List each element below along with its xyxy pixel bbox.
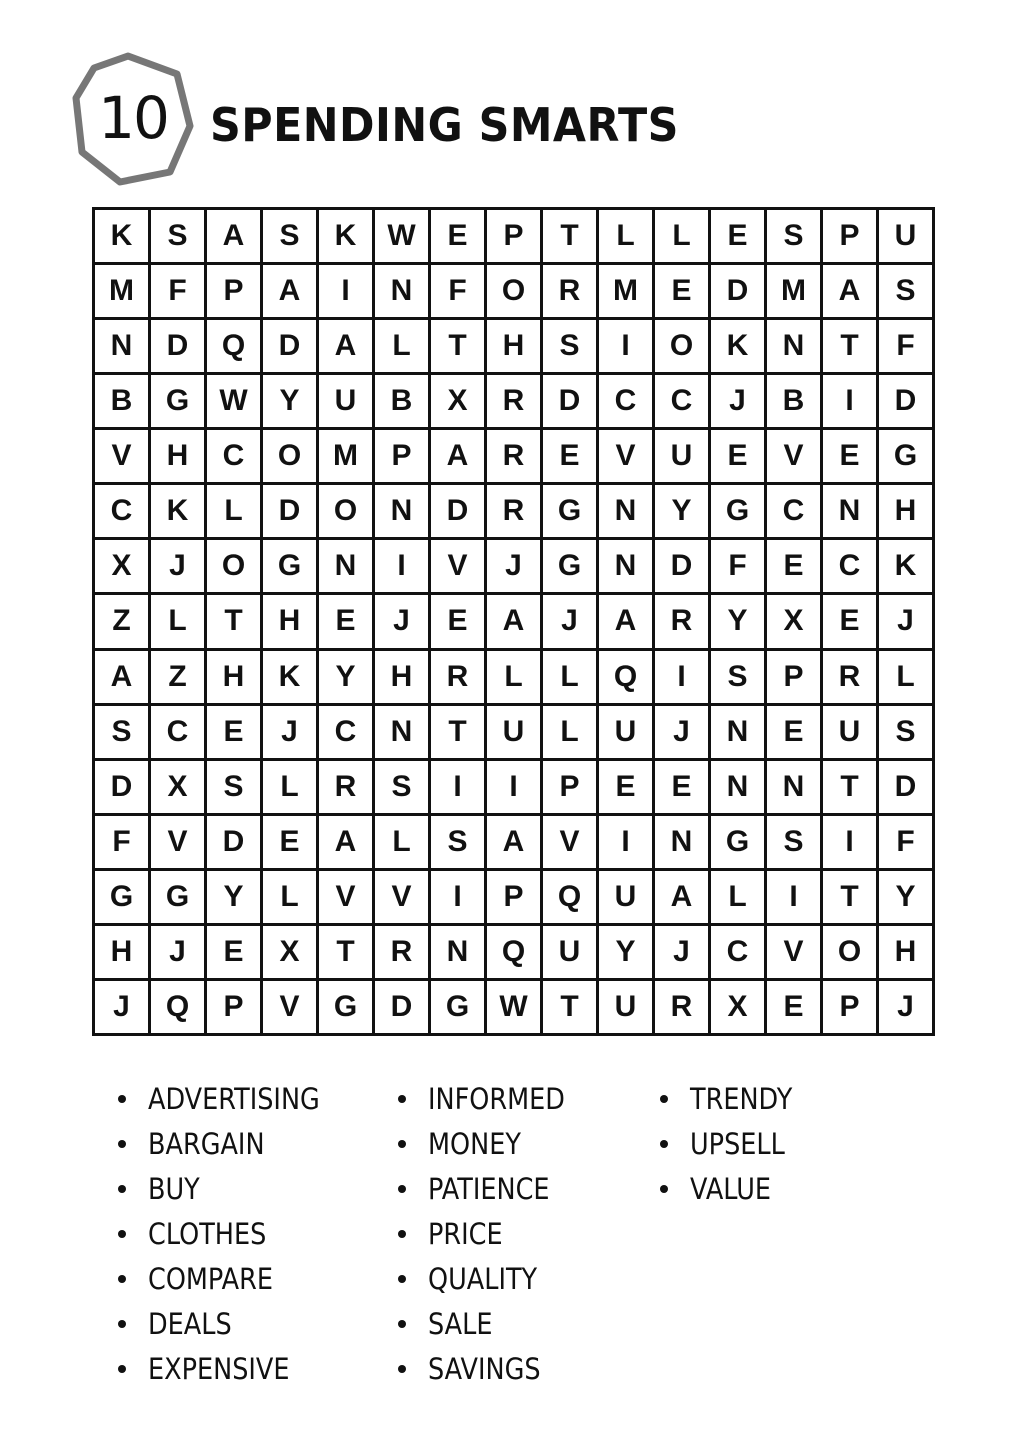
grid-cell[interactable]: M	[95, 265, 148, 317]
grid-cell[interactable]: E	[711, 430, 764, 482]
grid-cell[interactable]: U	[879, 210, 932, 262]
bullet-icon	[118, 1095, 126, 1103]
grid-cell[interactable]: F	[879, 816, 932, 868]
grid-cell[interactable]: L	[543, 651, 596, 703]
grid-cell[interactable]: C	[767, 485, 820, 537]
grid-cell[interactable]: A	[655, 871, 708, 923]
grid-cell[interactable]: O	[263, 430, 316, 482]
grid-cell[interactable]: Y	[879, 871, 932, 923]
grid-cell[interactable]: S	[711, 651, 764, 703]
grid-cell[interactable]: J	[263, 706, 316, 758]
word-label: UPSELL	[690, 1126, 785, 1161]
grid-cell[interactable]: L	[711, 871, 764, 923]
grid-cell[interactable]: E	[767, 981, 820, 1033]
word-label: QUALITY	[428, 1261, 538, 1296]
word-label: MONEY	[428, 1126, 521, 1161]
grid-cell[interactable]: P	[543, 761, 596, 813]
grid-cell[interactable]: D	[263, 485, 316, 537]
grid-cell[interactable]: E	[655, 761, 708, 813]
bullet-icon	[118, 1185, 126, 1193]
grid-cell[interactable]: L	[487, 651, 540, 703]
grid-cell[interactable]: P	[487, 871, 540, 923]
grid-cell[interactable]: I	[431, 871, 484, 923]
word-list-item	[118, 1256, 343, 1301]
grid-cell[interactable]: W	[375, 210, 428, 262]
grid-cell[interactable]: M	[599, 265, 652, 317]
grid-cell[interactable]: V	[151, 816, 204, 868]
word-list-item	[398, 1211, 584, 1256]
bullet-icon	[398, 1320, 406, 1328]
grid-cell[interactable]: N	[375, 265, 428, 317]
grid-cell[interactable]: A	[263, 265, 316, 317]
grid-cell[interactable]: E	[767, 540, 820, 592]
word-list-item	[118, 1301, 343, 1346]
grid-cell[interactable]: J	[879, 595, 932, 647]
grid-cell[interactable]: A	[319, 816, 372, 868]
grid-cell[interactable]: L	[263, 871, 316, 923]
grid-cell[interactable]: D	[879, 761, 932, 813]
grid-cell[interactable]: S	[879, 265, 932, 317]
grid-cell[interactable]: V	[767, 430, 820, 482]
grid-cell[interactable]: A	[487, 816, 540, 868]
grid-cell[interactable]: R	[823, 651, 876, 703]
grid-cell[interactable]: L	[375, 816, 428, 868]
grid-cell[interactable]: L	[655, 210, 708, 262]
word-list-item	[118, 1166, 343, 1211]
word-column	[118, 1076, 343, 1391]
word-column	[660, 1076, 806, 1211]
grid-cell[interactable]: G	[431, 981, 484, 1033]
word-list-item	[660, 1121, 806, 1166]
grid-cell[interactable]: R	[431, 651, 484, 703]
grid-cell[interactable]: X	[263, 926, 316, 978]
word-list	[0, 1076, 1024, 1396]
grid-cell[interactable]: A	[319, 320, 372, 372]
grid-cell[interactable]: D	[543, 375, 596, 427]
grid-cell[interactable]: N	[95, 320, 148, 372]
grid-cell[interactable]: K	[151, 485, 204, 537]
word-label: VALUE	[690, 1171, 772, 1206]
word-label: CLOTHES	[148, 1216, 267, 1251]
grid-cell[interactable]: N	[375, 706, 428, 758]
word-list-item	[398, 1301, 584, 1346]
grid-cell[interactable]: D	[879, 375, 932, 427]
grid-cell[interactable]: N	[767, 761, 820, 813]
grid-cell[interactable]: L	[543, 706, 596, 758]
grid-cell[interactable]: S	[95, 706, 148, 758]
word-label: PRICE	[428, 1216, 503, 1251]
grid-cell[interactable]: H	[879, 926, 932, 978]
grid-cell[interactable]: W	[207, 375, 260, 427]
grid-cell[interactable]: L	[263, 761, 316, 813]
grid-cell[interactable]: Q	[207, 320, 260, 372]
grid-cell[interactable]: Y	[711, 595, 764, 647]
word-label: BARGAIN	[148, 1126, 265, 1161]
word-label: EXPENSIVE	[148, 1351, 290, 1386]
grid-cell[interactable]: Y	[655, 485, 708, 537]
word-label: PATIENCE	[428, 1171, 550, 1206]
word-label: DEALS	[148, 1306, 232, 1341]
grid-cell[interactable]: A	[823, 265, 876, 317]
grid-cell[interactable]: O	[207, 540, 260, 592]
grid-cell[interactable]: P	[487, 210, 540, 262]
bullet-icon	[398, 1230, 406, 1238]
grid-cell[interactable]: V	[95, 430, 148, 482]
grid-cell[interactable]: U	[655, 430, 708, 482]
grid-cell[interactable]: T	[319, 926, 372, 978]
grid-cell[interactable]: A	[95, 651, 148, 703]
grid-cell[interactable]: G	[95, 871, 148, 923]
grid-cell[interactable]: S	[767, 210, 820, 262]
word-list-item	[398, 1121, 584, 1166]
grid-cell[interactable]: F	[711, 540, 764, 592]
grid-cell[interactable]: B	[95, 375, 148, 427]
bullet-icon	[118, 1320, 126, 1328]
grid-cell[interactable]: V	[767, 926, 820, 978]
grid-cell[interactable]: C	[151, 706, 204, 758]
grid-cell[interactable]: P	[823, 210, 876, 262]
grid-cell[interactable]: R	[487, 430, 540, 482]
grid-cell[interactable]: E	[767, 706, 820, 758]
grid-cell[interactable]: L	[879, 651, 932, 703]
grid-cell[interactable]: E	[431, 210, 484, 262]
grid-cell[interactable]: C	[823, 540, 876, 592]
grid-cell[interactable]: X	[431, 375, 484, 427]
grid-cell[interactable]: U	[487, 706, 540, 758]
grid-cell[interactable]: N	[599, 540, 652, 592]
grid-cell[interactable]: P	[207, 981, 260, 1033]
grid-cell[interactable]: S	[543, 320, 596, 372]
grid-cell[interactable]: K	[879, 540, 932, 592]
word-label: BUY	[148, 1171, 200, 1206]
bullet-icon	[660, 1095, 668, 1103]
grid-cell[interactable]: C	[599, 375, 652, 427]
word-search-grid	[92, 207, 935, 1036]
grid-cell[interactable]: C	[319, 706, 372, 758]
grid-cell[interactable]: Z	[151, 651, 204, 703]
grid-cell[interactable]: A	[487, 595, 540, 647]
grid-cell[interactable]: B	[375, 375, 428, 427]
grid-cell[interactable]: J	[375, 595, 428, 647]
grid-cell[interactable]: P	[767, 651, 820, 703]
grid-cell[interactable]: G	[319, 981, 372, 1033]
grid-cell[interactable]: R	[375, 926, 428, 978]
grid-cell[interactable]: V	[599, 430, 652, 482]
grid-cell[interactable]: Y	[263, 375, 316, 427]
grid-cell[interactable]: N	[823, 485, 876, 537]
grid-cell[interactable]: V	[543, 816, 596, 868]
grid-cell[interactable]: J	[655, 706, 708, 758]
grid-cell[interactable]: T	[431, 320, 484, 372]
grid-cell[interactable]: J	[879, 981, 932, 1033]
grid-cell[interactable]: U	[599, 871, 652, 923]
bullet-icon	[118, 1275, 126, 1283]
grid-cell[interactable]: H	[375, 651, 428, 703]
grid-cell[interactable]: T	[823, 320, 876, 372]
grid-cell[interactable]: E	[431, 595, 484, 647]
grid-cell[interactable]: N	[767, 320, 820, 372]
bullet-icon	[398, 1185, 406, 1193]
grid-cell[interactable]: T	[207, 595, 260, 647]
grid-cell[interactable]: N	[599, 485, 652, 537]
grid-cell[interactable]: D	[655, 540, 708, 592]
grid-cell[interactable]: U	[319, 375, 372, 427]
grid-cell[interactable]: N	[711, 761, 764, 813]
grid-cell[interactable]: D	[151, 320, 204, 372]
grid-cell[interactable]: Z	[95, 595, 148, 647]
grid-cell[interactable]: H	[879, 485, 932, 537]
puzzle-number: 10	[98, 83, 168, 152]
grid-cell[interactable]: I	[431, 761, 484, 813]
grid-cell[interactable]: D	[711, 265, 764, 317]
grid-cell[interactable]: S	[207, 761, 260, 813]
grid-cell[interactable]: D	[263, 320, 316, 372]
grid-cell[interactable]: V	[319, 871, 372, 923]
grid-cell[interactable]: K	[319, 210, 372, 262]
grid-cell[interactable]: V	[431, 540, 484, 592]
grid-cell[interactable]: S	[151, 210, 204, 262]
grid-cell[interactable]: X	[151, 761, 204, 813]
grid-cell[interactable]: J	[711, 375, 764, 427]
grid-cell[interactable]: J	[543, 595, 596, 647]
puzzle-header	[70, 52, 970, 187]
word-label: ADVERTISING	[148, 1081, 320, 1116]
grid-cell[interactable]: O	[319, 485, 372, 537]
grid-cell[interactable]: X	[95, 540, 148, 592]
grid-cell[interactable]: I	[823, 816, 876, 868]
grid-cell[interactable]: S	[431, 816, 484, 868]
grid-cell[interactable]: E	[319, 595, 372, 647]
grid-cell[interactable]: J	[487, 540, 540, 592]
grid-cell[interactable]: C	[711, 926, 764, 978]
grid-cell[interactable]: L	[207, 485, 260, 537]
grid-cell[interactable]: I	[375, 540, 428, 592]
grid-cell[interactable]: E	[711, 210, 764, 262]
grid-cell[interactable]: R	[319, 761, 372, 813]
grid-cell[interactable]: P	[207, 265, 260, 317]
grid-cell[interactable]: I	[319, 265, 372, 317]
grid-cell[interactable]: O	[823, 926, 876, 978]
grid-cell[interactable]: O	[487, 265, 540, 317]
grid-cell[interactable]: I	[655, 651, 708, 703]
grid-cell[interactable]: E	[599, 761, 652, 813]
bullet-icon	[398, 1140, 406, 1148]
grid-cell[interactable]: S	[767, 816, 820, 868]
grid-cell[interactable]: F	[879, 320, 932, 372]
grid-cell[interactable]: X	[767, 595, 820, 647]
grid-cell[interactable]: R	[655, 595, 708, 647]
word-list-item	[398, 1076, 584, 1121]
grid-cell[interactable]: C	[207, 430, 260, 482]
word-list-item	[118, 1076, 343, 1121]
grid-cell[interactable]: G	[711, 816, 764, 868]
grid-cell[interactable]: G	[879, 430, 932, 482]
grid-cell[interactable]: S	[879, 706, 932, 758]
grid-cell[interactable]: T	[543, 210, 596, 262]
word-list-item	[118, 1346, 343, 1391]
grid-cell[interactable]: R	[487, 375, 540, 427]
grid-cell[interactable]: K	[95, 210, 148, 262]
grid-cell[interactable]: I	[487, 761, 540, 813]
grid-cell[interactable]: T	[431, 706, 484, 758]
bullet-icon	[398, 1365, 406, 1373]
grid-cell[interactable]: N	[655, 816, 708, 868]
grid-cell[interactable]: M	[767, 265, 820, 317]
grid-cell[interactable]: N	[375, 485, 428, 537]
grid-cell[interactable]: A	[599, 595, 652, 647]
grid-cell[interactable]: W	[487, 981, 540, 1033]
grid-cell[interactable]: G	[711, 485, 764, 537]
bullet-icon	[398, 1275, 406, 1283]
grid-cell[interactable]: H	[487, 320, 540, 372]
grid-cell[interactable]: K	[263, 651, 316, 703]
grid-cell[interactable]: Y	[207, 871, 260, 923]
grid-cell[interactable]: D	[207, 816, 260, 868]
word-label: SALE	[428, 1306, 493, 1341]
grid-cell[interactable]: F	[431, 265, 484, 317]
grid-cell[interactable]: G	[543, 485, 596, 537]
bullet-icon	[118, 1230, 126, 1238]
grid-cell[interactable]: A	[431, 430, 484, 482]
grid-cell[interactable]: U	[543, 926, 596, 978]
grid-cell[interactable]: S	[263, 210, 316, 262]
grid-cell[interactable]: E	[207, 926, 260, 978]
grid-cell[interactable]: H	[207, 651, 260, 703]
grid-cell[interactable]: G	[151, 375, 204, 427]
grid-cell[interactable]: P	[375, 430, 428, 482]
grid-cell[interactable]: D	[431, 485, 484, 537]
grid-cell[interactable]: I	[823, 375, 876, 427]
grid-cell[interactable]: X	[711, 981, 764, 1033]
grid-cell[interactable]: D	[95, 761, 148, 813]
word-list-item	[118, 1121, 343, 1166]
grid-cell[interactable]: Q	[487, 926, 540, 978]
grid-cell[interactable]: B	[767, 375, 820, 427]
grid-cell[interactable]: G	[263, 540, 316, 592]
grid-cell[interactable]: Y	[319, 651, 372, 703]
grid-cell[interactable]: C	[655, 375, 708, 427]
grid-cell[interactable]: U	[599, 706, 652, 758]
grid-cell[interactable]: R	[655, 981, 708, 1033]
grid-cell[interactable]: S	[375, 761, 428, 813]
page-title: SPENDING SMARTS	[210, 98, 679, 152]
grid-cell[interactable]: A	[207, 210, 260, 262]
bullet-icon	[398, 1095, 406, 1103]
grid-cell[interactable]: L	[151, 595, 204, 647]
grid-cell[interactable]: E	[207, 706, 260, 758]
bullet-icon	[660, 1185, 668, 1193]
grid-cell[interactable]: Q	[543, 871, 596, 923]
grid-cell[interactable]: U	[599, 981, 652, 1033]
word-label: INFORMED	[428, 1081, 565, 1116]
bullet-icon	[118, 1365, 126, 1373]
grid-cell[interactable]: J	[151, 540, 204, 592]
grid-cell[interactable]: C	[95, 485, 148, 537]
word-list-item	[398, 1256, 584, 1301]
grid-cell[interactable]: I	[599, 320, 652, 372]
word-list-item	[118, 1211, 343, 1256]
grid-cell[interactable]: E	[655, 265, 708, 317]
grid-cell[interactable]: N	[711, 706, 764, 758]
bullet-icon	[118, 1140, 126, 1148]
grid-cell[interactable]: I	[599, 816, 652, 868]
grid-cell[interactable]: L	[599, 210, 652, 262]
grid-cell[interactable]: Q	[599, 651, 652, 703]
puzzle-number-badge	[70, 52, 196, 187]
grid-cell[interactable]: H	[151, 430, 204, 482]
grid-cell[interactable]: K	[711, 320, 764, 372]
grid-cell[interactable]: T	[823, 871, 876, 923]
grid-cell[interactable]: O	[655, 320, 708, 372]
grid-cell[interactable]: T	[823, 761, 876, 813]
grid-cell[interactable]: M	[319, 430, 372, 482]
grid-cell[interactable]: G	[543, 540, 596, 592]
grid-cell[interactable]: E	[543, 430, 596, 482]
grid-cell[interactable]: T	[543, 981, 596, 1033]
grid-cell[interactable]: Q	[151, 981, 204, 1033]
word-list-item	[660, 1166, 806, 1211]
grid-cell[interactable]: H	[263, 595, 316, 647]
grid-cell[interactable]: J	[151, 926, 204, 978]
grid-cell[interactable]: H	[95, 926, 148, 978]
grid-cell[interactable]: F	[151, 265, 204, 317]
grid-cell[interactable]: E	[823, 595, 876, 647]
grid-cell[interactable]: J	[655, 926, 708, 978]
grid-cell[interactable]: R	[487, 485, 540, 537]
word-list-item	[660, 1076, 806, 1121]
grid-cell[interactable]: N	[431, 926, 484, 978]
grid-cell[interactable]: Y	[599, 926, 652, 978]
grid-cell[interactable]: F	[95, 816, 148, 868]
word-column	[398, 1076, 584, 1391]
grid-cell[interactable]: G	[151, 871, 204, 923]
grid-cell[interactable]: P	[823, 981, 876, 1033]
grid-cell[interactable]: U	[823, 706, 876, 758]
word-label: TRENDY	[690, 1081, 793, 1116]
grid-cell[interactable]: V	[263, 981, 316, 1033]
bullet-icon	[660, 1140, 668, 1148]
word-label: SAVINGS	[428, 1351, 541, 1386]
grid-cell[interactable]: J	[95, 981, 148, 1033]
grid-cell[interactable]: R	[543, 265, 596, 317]
grid-cell[interactable]: V	[375, 871, 428, 923]
grid-cell[interactable]: I	[767, 871, 820, 923]
grid-cell[interactable]: L	[375, 320, 428, 372]
word-list-item	[398, 1346, 584, 1391]
grid-cell[interactable]: N	[319, 540, 372, 592]
grid-cell[interactable]: E	[263, 816, 316, 868]
word-label: COMPARE	[148, 1261, 274, 1296]
word-list-item	[398, 1166, 584, 1211]
grid-cell[interactable]: D	[375, 981, 428, 1033]
grid-cell[interactable]: E	[823, 430, 876, 482]
